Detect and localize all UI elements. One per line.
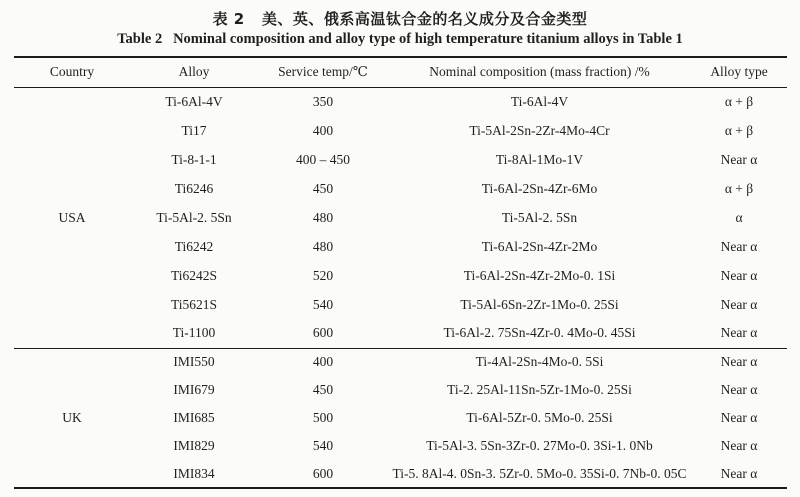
cell-alloy-type: Near α (720, 151, 758, 167)
cell-composition: Ti-5. 8Al-4. 0Sn-3. 5Zr-0. 5Mo-0. 35Si-0. 7Nb-0. 05C (392, 465, 687, 481)
table-row (14, 116, 787, 145)
table-row (14, 203, 787, 232)
cell-alloy: Ti17 (181, 122, 207, 138)
cell-country-usa: USA (58, 209, 86, 225)
cell-alloy-type: Near α (720, 296, 758, 312)
cell-service-temp: 480 (312, 238, 334, 254)
table-row (14, 290, 787, 319)
col-header-service-temp: Service temp/℃ (258, 57, 388, 87)
table-row (14, 348, 787, 376)
cell-composition: Ti-6Al-4V (510, 93, 569, 109)
cell-alloy-type: Near α (720, 238, 758, 254)
table-row (14, 376, 787, 404)
cell-alloy-type: α + β (724, 180, 754, 196)
cell-alloy-type: Near α (720, 465, 758, 481)
table-row (14, 232, 787, 261)
cell-alloy-type: α + β (724, 93, 754, 109)
cell-service-temp: 400 – 450 (296, 151, 350, 167)
cell-service-temp: 600 (312, 325, 334, 341)
cell-country-uk: UK (62, 409, 82, 425)
cell-composition: Ti-5Al-6Sn-2Zr-1Mo-0. 25Si (460, 296, 619, 312)
table-section-uk (14, 348, 787, 488)
cell-alloy: Ti-5Al-2. 5Sn (156, 209, 232, 225)
table-row (14, 174, 787, 203)
col-header-alloy: Alloy (130, 57, 258, 87)
cell-composition: Ti-6Al-2Sn-4Zr-2Mo (481, 238, 598, 254)
cell-service-temp: 540 (312, 296, 334, 312)
cell-alloy-type: Near α (720, 325, 758, 341)
cell-alloy-type: Near α (720, 410, 758, 425)
table-row (14, 145, 787, 174)
cell-alloy: Ti6246 (174, 180, 214, 196)
cell-alloy-type: α (735, 209, 743, 225)
table-row (14, 319, 787, 348)
cell-alloy-type: Near α (720, 267, 758, 283)
table-row (14, 460, 787, 488)
cell-alloy: IMI679 (173, 382, 215, 397)
table-row (14, 87, 787, 116)
table-caption-en: Table 2 Nominal composition and alloy type of high temperature titanium alloys in Table 1 (117, 31, 683, 47)
cell-composition: Ti-6Al-2Sn-4Zr-2Mo-0. 1Si (463, 267, 616, 283)
cell-composition: Ti-6Al-5Zr-0. 5Mo-0. 25Si (466, 410, 613, 425)
cell-service-temp: 400 (312, 122, 334, 138)
cell-service-temp: 450 (312, 180, 334, 196)
cell-alloy: Ti6242S (170, 267, 218, 283)
cell-composition: Ti-8Al-1Mo-1V (495, 151, 584, 167)
cell-composition: Ti-6Al-2Sn-4Zr-6Mo (481, 180, 598, 196)
cell-alloy: Ti-8-1-1 (171, 151, 217, 167)
cell-alloy: IMI829 (173, 438, 215, 453)
cell-service-temp: 350 (312, 93, 334, 109)
cell-alloy-type: Near α (720, 382, 758, 397)
alloy-table (14, 56, 787, 489)
cell-service-temp: 500 (312, 410, 334, 425)
cell-alloy-type: Near α (720, 438, 758, 453)
table-header-row (14, 57, 787, 87)
cell-service-temp: 600 (312, 465, 334, 481)
table-row (14, 261, 787, 290)
cell-service-temp: 400 (312, 354, 334, 370)
col-header-country: Country (14, 57, 130, 87)
cell-composition: Ti-5Al-2Sn-2Zr-4Mo-4Cr (469, 122, 610, 138)
cell-service-temp: 450 (312, 382, 334, 397)
col-header-composition: Nominal composition (mass fraction) /% (388, 57, 691, 87)
cell-composition: Ti-5Al-3. 5Sn-3Zr-0. 27Mo-0. 3Si-1. 0Nb (426, 438, 653, 453)
table-caption-zh: 表 2 美、英、俄系高温钛合金的名义成分及合金类型 (212, 10, 588, 28)
cell-alloy-type: Near α (720, 354, 758, 370)
col-header-alloy-type: Alloy type (691, 57, 787, 87)
cell-alloy: Ti-1100 (172, 325, 216, 341)
cell-service-temp: 520 (312, 267, 334, 283)
cell-alloy: Ti5621S (170, 296, 218, 312)
cell-composition: Ti-6Al-2. 75Sn-4Zr-0. 4Mo-0. 45Si (443, 325, 636, 341)
table-section-usa (14, 87, 787, 348)
cell-composition: Ti-2. 25Al-11Sn-5Zr-1Mo-0. 25Si (447, 382, 632, 397)
table-row (14, 404, 787, 432)
cell-service-temp: 480 (312, 209, 334, 225)
cell-alloy: IMI685 (173, 410, 215, 425)
cell-composition: Ti-5Al-2. 5Sn (501, 209, 578, 225)
cell-alloy-type: α + β (724, 122, 754, 138)
cell-alloy: IMI834 (173, 465, 215, 481)
cell-alloy: Ti-6Al-4V (165, 93, 223, 109)
cell-service-temp: 540 (312, 438, 334, 453)
cell-composition: Ti-4Al-2Sn-4Mo-0. 5Si (475, 354, 604, 370)
cell-alloy: IMI550 (173, 354, 215, 370)
cell-alloy: Ti6242 (174, 238, 214, 254)
table-row (14, 432, 787, 460)
